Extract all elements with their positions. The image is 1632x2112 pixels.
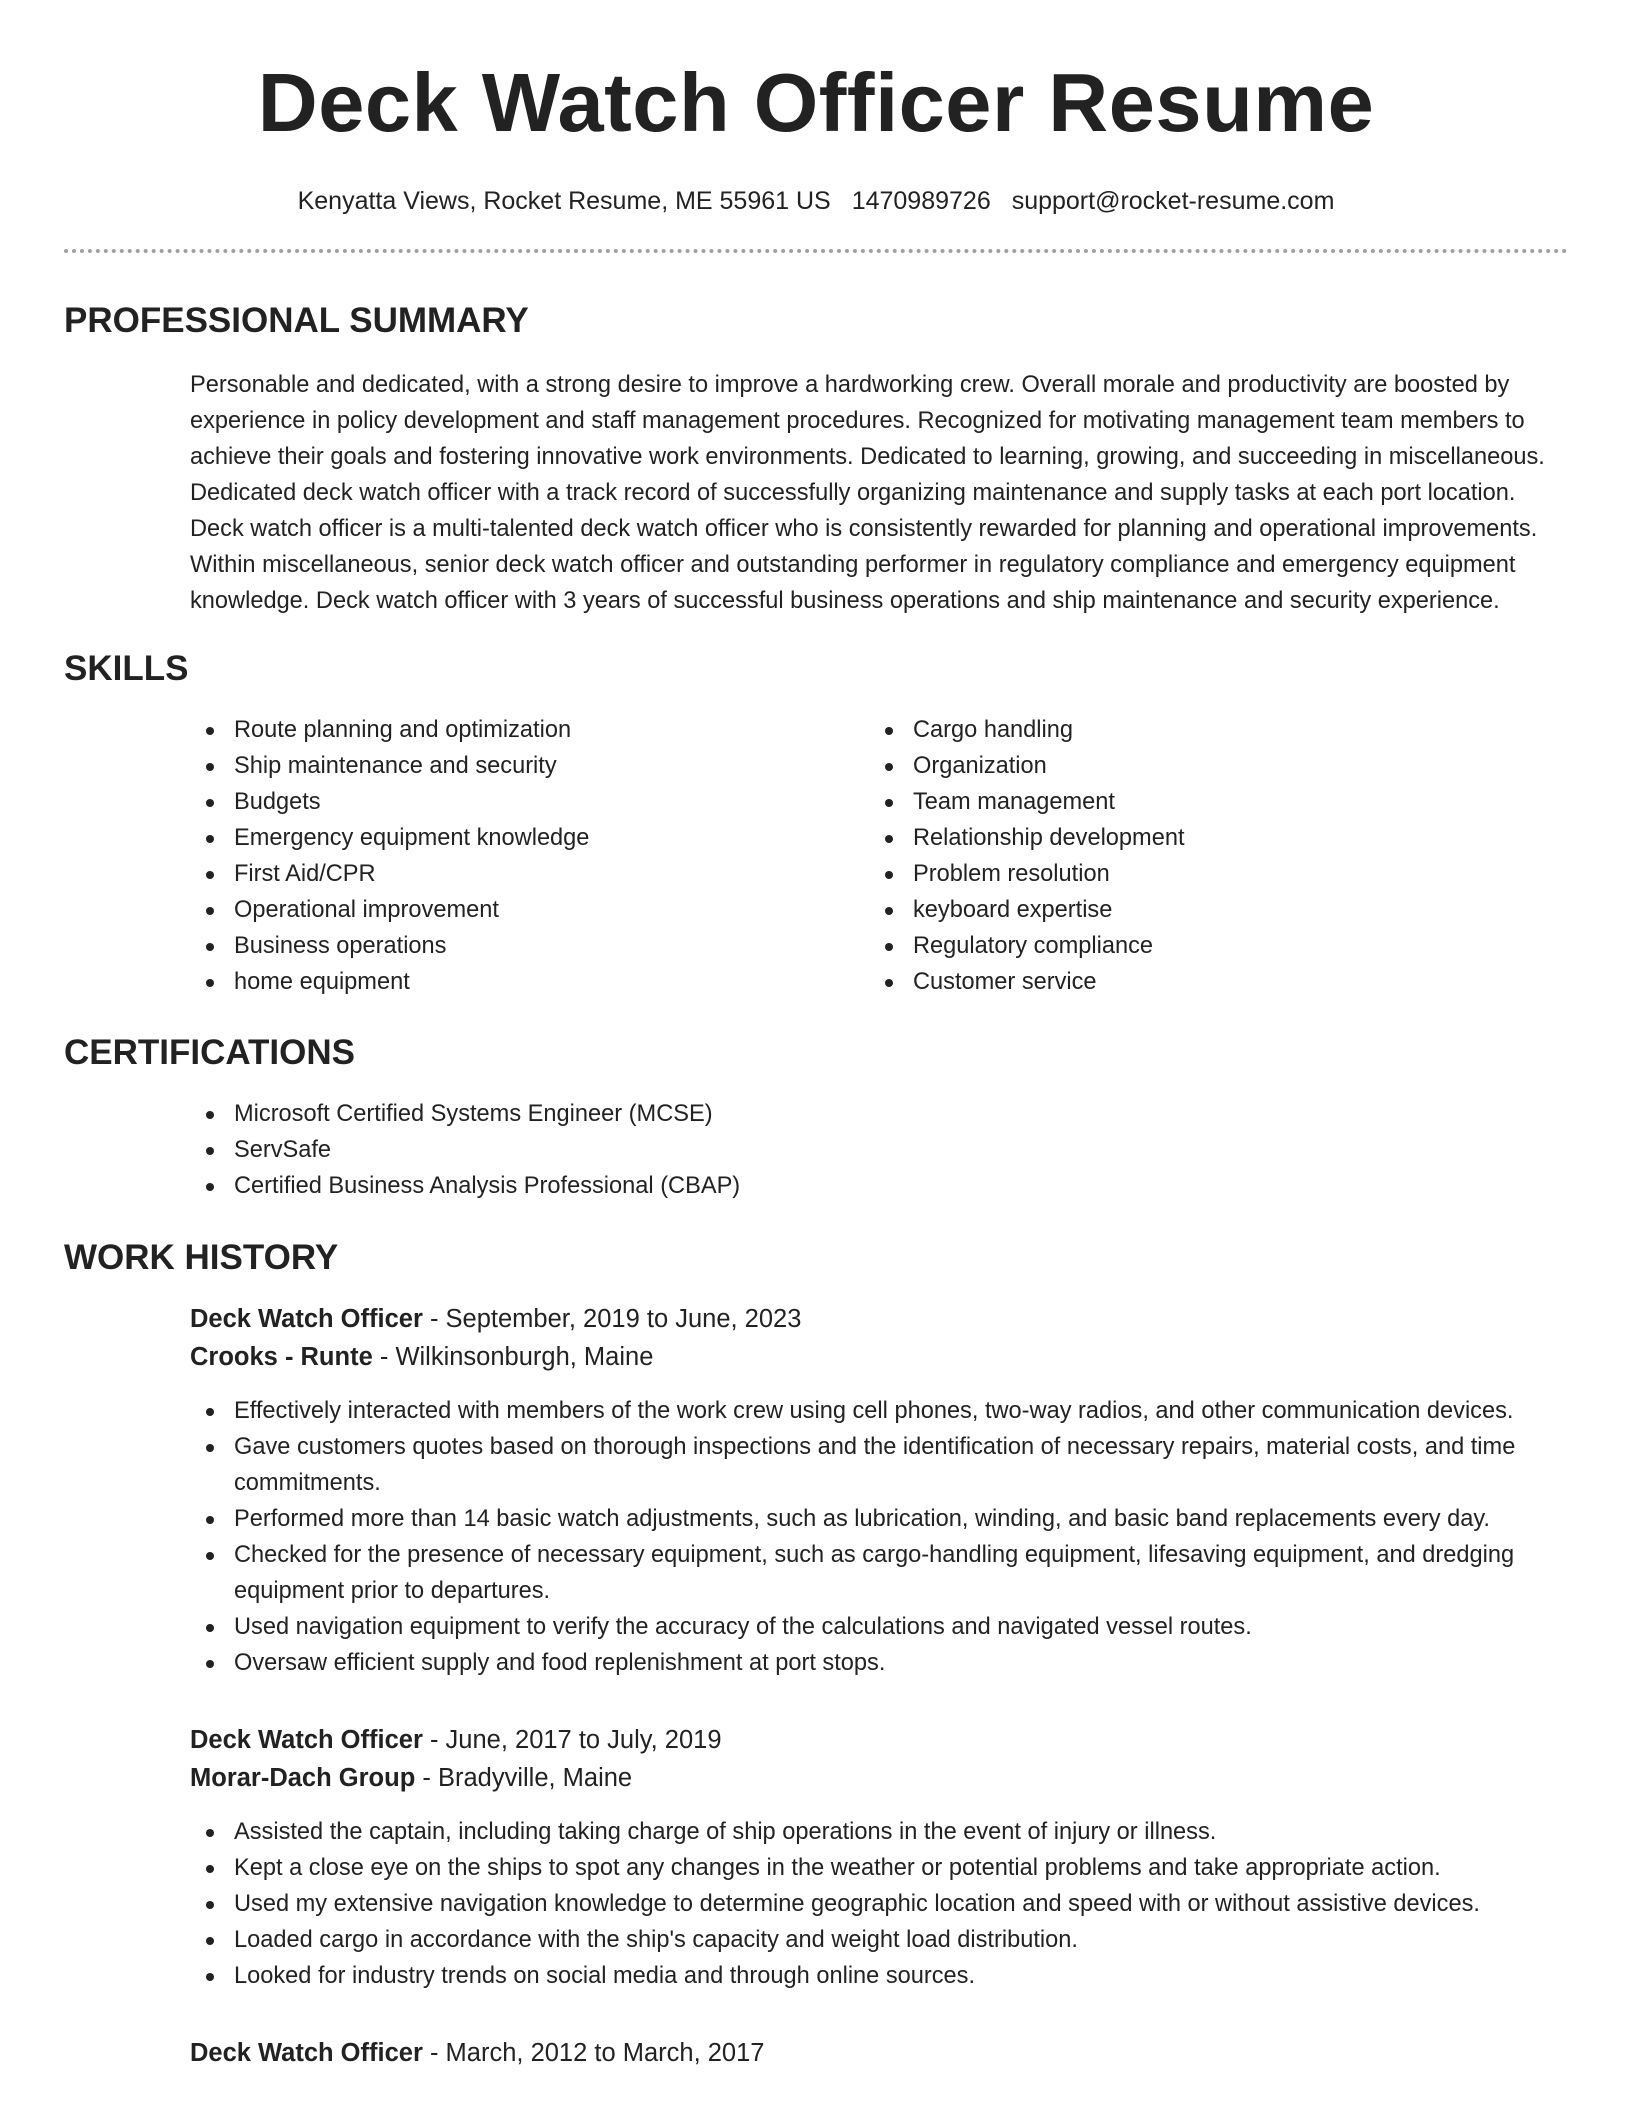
job-role-line: Deck Watch Officer - March, 2012 to March, 2017 xyxy=(190,2039,765,2067)
job-role-line: Deck Watch Officer - September, 2019 to June, 2023 xyxy=(190,1305,802,1333)
skill-item: Budgets xyxy=(190,784,869,820)
job-bullet: Oversaw efficient supply and food replenishment at port stops. xyxy=(190,1645,1568,1681)
skills-grid xyxy=(190,712,1568,1000)
job-dates: March, 2012 to March, 2017 xyxy=(445,2039,765,2067)
work-history-list xyxy=(190,1300,1568,2072)
skill-item: Customer service xyxy=(869,964,1548,1000)
job-role: Deck Watch Officer xyxy=(190,2039,423,2067)
skill-item: Emergency equipment knowledge xyxy=(190,820,869,856)
certifications-list xyxy=(190,1096,1568,1204)
job-company: Morar-Dach Group xyxy=(190,1764,416,1792)
job-company-line: Morar-Dach Group - Bradyville, Maine xyxy=(190,1764,633,1792)
job-location: Bradyville, Maine xyxy=(437,1764,633,1792)
skills-heading: SKILLS xyxy=(64,649,189,688)
job-bullet: Effectively interacted with members of the work crew using cell phones, two-way radios, and other communication devices. xyxy=(190,1393,1568,1429)
skill-item: keyboard expertise xyxy=(869,892,1548,928)
job-entry xyxy=(190,1721,1568,1994)
skill-item: Relationship development xyxy=(869,820,1548,856)
skill-item: Regulatory compliance xyxy=(869,928,1548,964)
job-bullet-list xyxy=(190,1814,1568,1994)
contact-line xyxy=(64,183,1568,219)
contact-address: Kenyatta Views, Rocket Resume, ME 55961 US xyxy=(297,187,831,215)
skill-item: Operational improvement xyxy=(190,892,869,928)
contact-email: support@rocket-resume.com xyxy=(1011,187,1335,215)
job-bullet: Checked for the presence of necessary equipment, such as cargo-handling equipment, lifesaving equipment, and dredging equipment prior to departures. xyxy=(190,1537,1568,1609)
job-bullet: Looked for industry trends on social media and through online sources. xyxy=(190,1958,1568,1994)
job-role: Deck Watch Officer xyxy=(190,1305,423,1333)
job-dates: September, 2019 to June, 2023 xyxy=(445,1305,802,1333)
job-company-line: Crooks - Runte - Wilkinsonburgh, Maine xyxy=(190,1343,654,1371)
job-bullet: Used navigation equipment to verify the accuracy of the calculations and navigated vessel routes. xyxy=(190,1609,1568,1645)
work-history-heading: WORK HISTORY xyxy=(64,1238,339,1277)
summary-heading: PROFESSIONAL SUMMARY xyxy=(64,301,529,340)
skill-item: Team management xyxy=(869,784,1548,820)
skill-item: home equipment xyxy=(190,964,869,1000)
job-bullet: Used my extensive navigation knowledge to determine geographic location and speed with or without assistive devices. xyxy=(190,1886,1568,1922)
header-divider xyxy=(64,249,1568,253)
certification-item: ServSafe xyxy=(190,1132,1568,1168)
skill-item: First Aid/CPR xyxy=(190,856,869,892)
job-role-line: Deck Watch Officer - June, 2017 to July, 2019 xyxy=(190,1726,722,1754)
certification-item: Certified Business Analysis Professional (CBAP) xyxy=(190,1168,1568,1204)
certifications-heading: CERTIFICATIONS xyxy=(64,1033,356,1072)
skill-item: Problem resolution xyxy=(869,856,1548,892)
summary-text: Personable and dedicated, with a strong desire to improve a hardworking crew. Overall morale and productivity are boosted by experience in policy development and staff management procedures. Recognized for motivating management team members to achieve their goals and fostering innovative work environments. Dedicated to learning, growing, and succeeding in miscellaneous. Dedicated deck watch officer with a track record of successfully organizing maintenance and supply tasks at each port location. Deck watch officer is a multi-talented deck watch officer who is consistently rewarded for planning and operational improvements. Within miscellaneous, senior deck watch officer and outstanding performer in regulatory compliance and emergency equipment knowledge. Deck watch officer with 3 years of successful business operations and ship maintenance and security experience. xyxy=(190,372,1545,614)
skill-item: Route planning and optimization xyxy=(190,712,869,748)
job-bullet: Kept a close eye on the ships to spot any changes in the weather or potential problems and take appropriate action. xyxy=(190,1850,1568,1886)
skills-list-left xyxy=(190,712,869,1000)
skill-item: Cargo handling xyxy=(869,712,1548,748)
job-entry xyxy=(190,2034,1568,2072)
job-bullet: Performed more than 14 basic watch adjustments, such as lubrication, winding, and basic band replacements every day. xyxy=(190,1501,1568,1537)
job-bullet: Gave customers quotes based on thorough inspections and the identification of necessary repairs, material costs, and time commitments. xyxy=(190,1429,1568,1501)
skills-list-right xyxy=(869,712,1548,1000)
job-location: Wilkinsonburgh, Maine xyxy=(395,1343,654,1371)
job-bullet: Loaded cargo in accordance with the ship's capacity and weight load distribution. xyxy=(190,1922,1568,1958)
skill-item: Organization xyxy=(869,748,1548,784)
resume-title: Deck Watch Officer Resume xyxy=(257,56,1375,149)
job-entry xyxy=(190,1300,1568,1681)
job-bullet-list xyxy=(190,1393,1568,1681)
job-bullet: Assisted the captain, including taking charge of ship operations in the event of injury or illness. xyxy=(190,1814,1568,1850)
certification-item: Microsoft Certified Systems Engineer (MCSE) xyxy=(190,1096,1568,1132)
job-role: Deck Watch Officer xyxy=(190,1726,423,1754)
job-dates: June, 2017 to July, 2019 xyxy=(445,1726,722,1754)
job-company: Crooks - Runte xyxy=(190,1343,373,1371)
skill-item: Business operations xyxy=(190,928,869,964)
skill-item: Ship maintenance and security xyxy=(190,748,869,784)
contact-phone: 1470989726 xyxy=(851,187,991,215)
